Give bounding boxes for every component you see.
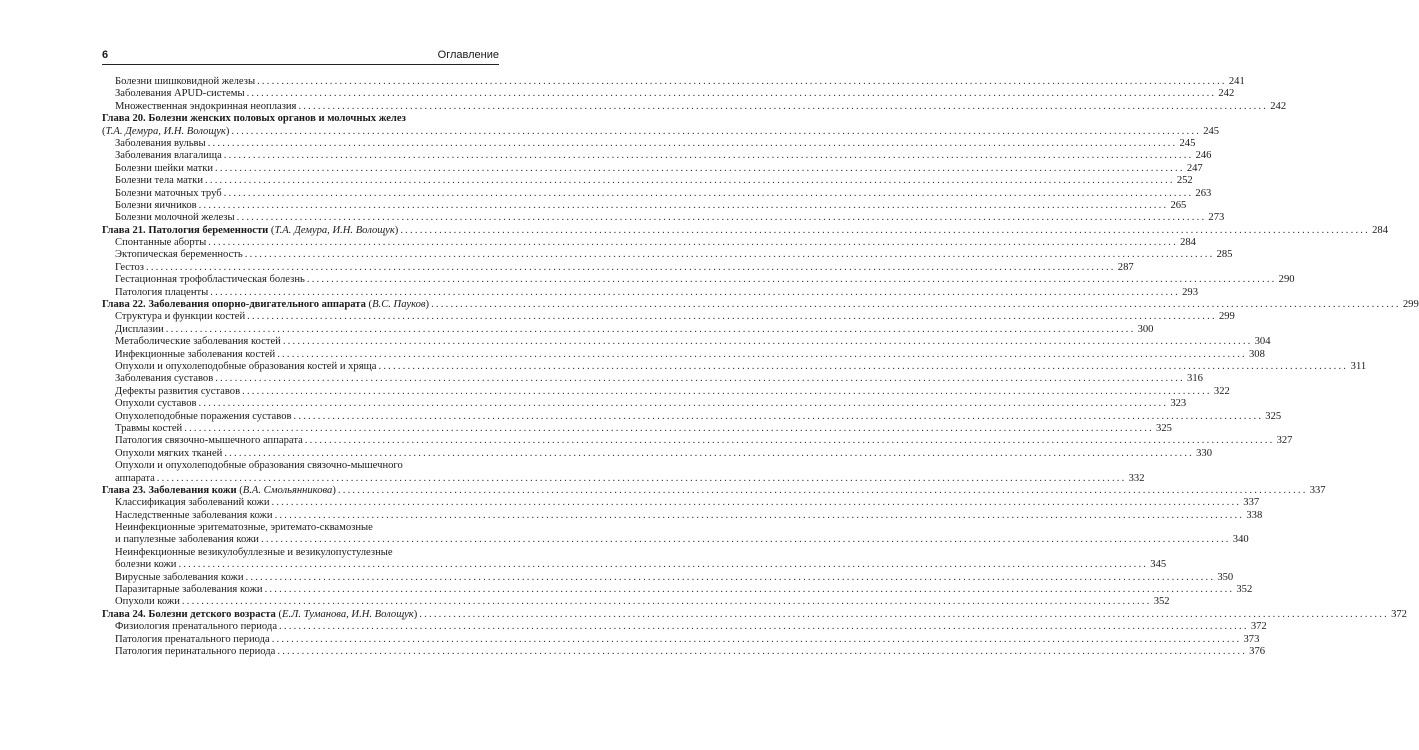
entry-title: Множественная эндокринная неоплазия [115, 100, 297, 112]
dot-leader: ........................................................................................................................................................................................................ [293, 410, 1264, 422]
toc-entry-text [115, 212, 235, 224]
page-ref: 290 [1278, 274, 1295, 286]
page-ref: 330 [1196, 447, 1213, 459]
entry-title: Неинфекционные везикулобуллезные и везикулопустулезные [115, 546, 393, 558]
dot-leader: ........................................................................................................................................................................................................ [223, 187, 1194, 199]
toc-entry [102, 360, 1367, 373]
entry-title: Дисплазии [115, 323, 164, 335]
entry-title: Заболевания вульвы [115, 137, 206, 149]
toc-entry [102, 212, 1225, 224]
entry-title: Травмы костей [115, 422, 183, 434]
entry-title: Болезни молочной железы [115, 212, 235, 224]
authors-open-paren: ( [102, 125, 106, 137]
page-ref: 263 [1195, 187, 1212, 199]
toc-entry-text [115, 311, 245, 323]
toc-entry [102, 460, 499, 472]
toc-entry-text [115, 386, 240, 398]
entry-title: Болезни шейки матки [115, 162, 214, 174]
entry-title: Опухоли и опухолеподобные образования костей и хряща [115, 360, 377, 372]
page-ref: 372 [1391, 608, 1407, 620]
dot-leader: ........................................................................................................................................................................................................ [431, 299, 1401, 311]
toc-entry [102, 199, 1187, 212]
page-ref: 345 [1150, 559, 1167, 571]
entry-title: Метаболические заболевания костей [115, 336, 281, 348]
page-ref: 325 [1156, 422, 1172, 434]
toc-chapter-entry [102, 608, 1407, 621]
entry-title: Болезни шишковидной железы [115, 76, 256, 87]
dot-leader: ........................................................................................................................................................................................................ [145, 261, 1116, 273]
running-title: Оглавление [437, 49, 499, 61]
toc-entry-text [115, 596, 180, 608]
entry-title: Классификация заболеваний кожи [115, 497, 270, 509]
page-ref: 373 [1243, 633, 1260, 645]
toc-entry-text [102, 113, 406, 125]
toc-entry [102, 249, 1233, 261]
toc-entry-text [102, 609, 417, 621]
entry-title: Паразитарные заболевания кожи [115, 584, 263, 596]
toc-entry [102, 88, 1235, 100]
toc-entry-text [115, 249, 243, 261]
toc-entry [102, 472, 1145, 485]
dot-leader: ........................................................................................................................................................................................................ [400, 224, 1370, 236]
chapter-title: Глава 20. Болезни женских половых органов и молочных желез [102, 113, 406, 125]
dot-leader: ........................................................................................................................................................................................................ [242, 385, 1212, 397]
toc-entry-text [115, 163, 213, 175]
toc-entry-text [115, 150, 222, 162]
toc-entry-text [115, 547, 393, 559]
dot-leader: ........................................................................................................................................................................................................ [215, 162, 1185, 174]
dot-leader: ........................................................................................................................................................................................................ [231, 125, 1202, 137]
page-ref: 350 [1217, 571, 1234, 583]
chapter-authors: В.А. Смольянникова [242, 484, 333, 496]
table-of-contents [102, 76, 1419, 658]
toc-entry [102, 187, 1212, 200]
page-ref: 337 [1309, 484, 1326, 496]
chapter-title: Глава 22. Заболевания опорно-двигательного аппарата [102, 299, 366, 311]
dot-leader: ........................................................................................................................................................................................................ [271, 633, 1242, 645]
entry-title: Неинфекционные эритематозные, эритемато-сквамозные [115, 522, 373, 534]
page-ref: 304 [1254, 336, 1271, 348]
toc-entry-text [115, 534, 259, 546]
dot-leader: ........................................................................................................................................................................................................ [419, 608, 1389, 620]
entry-title: аппарата [115, 472, 155, 484]
entry-title: Дефекты развития суставов [115, 385, 241, 397]
toc-entry-text [115, 287, 208, 299]
toc-chapter-entry [102, 125, 1220, 138]
dot-leader: ........................................................................................................................................................................................................ [378, 360, 1349, 372]
dot-leader: ........................................................................................................................................................................................................ [156, 472, 1127, 484]
entry-title: Опухоли суставов [115, 398, 197, 410]
page-ref: 242 [1270, 100, 1287, 112]
page-ref: 332 [1128, 472, 1145, 484]
dot-leader: ........................................................................................................................................................................................................ [210, 286, 1180, 298]
toc-entry-text [115, 411, 292, 423]
dot-leader: ........................................................................................................................................................................................................ [208, 237, 1178, 249]
header-rule [102, 64, 499, 65]
dot-leader: ........................................................................................................................................................................................................ [223, 150, 1194, 162]
chapter-authors: Т.А. Демура, И.Н. Волощук [105, 125, 226, 137]
page-ref: 327 [1276, 435, 1293, 447]
toc-entry-text [115, 572, 244, 584]
page-ref: 316 [1187, 373, 1203, 385]
dot-leader: ........................................................................................................................................................................................................ [282, 336, 1253, 348]
entry-title: Патология пренатального периода [115, 633, 270, 645]
page-ref: 340 [1232, 534, 1249, 546]
authors-open-paren: ( [275, 608, 283, 620]
authors-open-paren: ( [236, 484, 243, 496]
toc-chapter-entry [102, 299, 1419, 311]
page-ref: 265 [1170, 199, 1187, 211]
entry-title: Инфекционные заболевания костей [115, 348, 276, 360]
page-ref: 285 [1216, 249, 1233, 261]
toc-entry-text [115, 435, 303, 447]
toc-entry [102, 596, 1170, 608]
page-ref: 352 [1153, 596, 1170, 608]
toc-entry [102, 100, 1287, 113]
toc-entry-text [115, 621, 277, 633]
page-ref: 299 [1218, 311, 1235, 323]
toc-entry-text [115, 634, 270, 646]
page-ref: 247 [1186, 162, 1203, 174]
entry-title: Вирусные заболевания кожи [115, 571, 244, 583]
toc-entry [102, 348, 1265, 361]
authors-close-paren: ) [425, 299, 430, 311]
entry-title: Заболевания влагалища [115, 150, 222, 162]
dot-leader: ........................................................................................................................................................................................................ [337, 484, 1308, 496]
toc-entry [102, 311, 1235, 323]
chapter-title: Глава 23. Заболевания кожи [102, 484, 237, 496]
toc-entry-text [115, 497, 269, 509]
dot-leader: ........................................................................................................................................................................................................ [245, 571, 1216, 583]
chapter-title: Глава 21. Патология беременности [102, 224, 269, 236]
toc-entry-text [115, 138, 206, 150]
page-number: 6 [102, 49, 109, 61]
toc-entry [102, 162, 1203, 175]
page-ref: 287 [1117, 261, 1134, 273]
toc-entry [102, 323, 1154, 336]
toc-entry-text [115, 510, 273, 522]
dot-leader: ........................................................................................................................................................................................................ [306, 274, 1277, 286]
toc-entry-text [115, 88, 245, 100]
toc-entry-text [115, 101, 296, 113]
toc-entry [102, 410, 1282, 423]
toc-entry [102, 286, 1198, 299]
page-ref: 284 [1372, 224, 1388, 236]
dot-leader: ........................................................................................................................................................................................................ [247, 311, 1217, 323]
entry-title: Наследственные заболевания кожи [115, 509, 273, 521]
entry-title: болезни кожи [115, 559, 177, 571]
page-ref: 325 [1265, 410, 1282, 422]
toc-entry-text [115, 175, 203, 187]
dot-leader: ........................................................................................................................................................................................................ [260, 534, 1231, 546]
toc-entry [102, 137, 1196, 150]
authors-close-paren: ) [394, 224, 399, 236]
page-ref: 245 [1203, 125, 1220, 137]
entry-title: Опухоли кожи [115, 596, 180, 608]
entry-title: Болезни маточных труб [115, 187, 222, 199]
authors-close-paren: ) [332, 484, 336, 496]
toc-entry [102, 175, 1193, 187]
dot-leader: ........................................................................................................................................................................................................ [205, 175, 1175, 187]
page-ref: 338 [1246, 509, 1263, 521]
toc-entry [102, 261, 1134, 274]
page-ref: 246 [1195, 150, 1212, 162]
dot-leader: ........................................................................................................................................................................................................ [304, 435, 1275, 447]
dot-leader: ........................................................................................................................................................................................................ [277, 645, 1248, 657]
toc-entry-text [115, 200, 197, 212]
dot-leader: ........................................................................................................................................................................................................ [277, 348, 1247, 360]
toc-entry-text [115, 646, 275, 658]
chapter-title: Глава 24. Болезни детского возраста [102, 608, 276, 620]
entry-title: Структура и функции костей [115, 311, 246, 323]
dot-leader: ........................................................................................................................................................................................................ [181, 596, 1152, 608]
toc-entry-text [115, 349, 275, 361]
toc-chapter-entry [102, 113, 499, 125]
dot-leader: ........................................................................................................................................................................................................ [264, 584, 1235, 596]
dot-leader: ........................................................................................................................................................................................................ [246, 88, 1217, 100]
page-ref: 352 [1236, 584, 1253, 596]
page-ref: 337 [1243, 497, 1260, 509]
toc-entry [102, 385, 1230, 398]
dot-leader: ........................................................................................................................................................................................................ [198, 199, 1169, 211]
dot-leader: ........................................................................................................................................................................................................ [165, 323, 1136, 335]
chapter-authors: В.С. Пауков [372, 299, 426, 311]
page-ref: 241 [1228, 76, 1245, 87]
toc-entry [102, 274, 1295, 286]
entry-title: Эктопическая беременность [115, 249, 243, 261]
toc-entry [102, 422, 1172, 435]
entry-title: Спонтанные аборты [115, 237, 207, 249]
chapter-authors: Т.А. Демура, И.Н. Волощук [274, 224, 395, 236]
page-ref: 273 [1208, 212, 1225, 224]
entry-title: и папулезные заболевания кожи [115, 534, 259, 546]
toc-entry [102, 534, 1249, 546]
toc-entry [102, 150, 1212, 162]
dot-leader: ........................................................................................................................................................................................................ [274, 509, 1245, 521]
toc-entry-text [115, 448, 222, 460]
entry-title: Заболевания суставов [115, 373, 214, 385]
page-ref: 293 [1182, 286, 1198, 298]
entry-title: Опухолеподобные поражения суставов [115, 410, 292, 422]
dot-leader: ........................................................................................................................................................................................................ [207, 137, 1178, 149]
page-ref: 308 [1249, 348, 1265, 360]
toc-entry [102, 237, 1196, 249]
toc-entry [102, 633, 1260, 646]
entry-title: Физиология пренатального периода [115, 621, 278, 633]
entry-title: Гестационная трофобластическая болезнь [115, 274, 305, 286]
page-ref: 372 [1250, 621, 1267, 633]
toc-entry [102, 509, 1263, 522]
toc-entry [102, 336, 1271, 348]
toc-entry-text [115, 559, 176, 571]
toc-entry [102, 522, 499, 534]
toc-entry [102, 584, 1253, 596]
page-header [102, 49, 499, 65]
entry-title: Заболевания APUD-системы [115, 88, 245, 100]
toc-entry-text [115, 76, 255, 88]
authors-close-paren: ) [413, 608, 418, 620]
entry-title: Болезни яичников [115, 199, 197, 211]
dot-leader: ........................................................................................................................................................................................................ [178, 559, 1149, 571]
toc-entry-text [115, 188, 222, 200]
entry-title: Патология плаценты [115, 286, 209, 298]
toc-entry [102, 373, 1203, 385]
dot-leader: ........................................................................................................................................................................................................ [257, 76, 1227, 87]
dot-leader: ........................................................................................................................................................................................................ [184, 422, 1154, 434]
toc-entry-text [102, 299, 429, 311]
dot-leader: ........................................................................................................................................................................................................ [298, 100, 1269, 112]
toc-entry-text [102, 485, 336, 497]
toc-entry-text [115, 324, 164, 336]
toc-entry-text [115, 522, 373, 534]
entry-title: Патология связочно-мышечного аппарата [115, 435, 303, 447]
dot-leader: ........................................................................................................................................................................................................ [236, 212, 1207, 224]
toc-entry-text [115, 584, 263, 596]
toc-entry [102, 645, 1266, 658]
page-ref: 284 [1180, 237, 1196, 249]
authors-open-paren: ( [268, 224, 275, 236]
page-ref: 311 [1350, 360, 1367, 372]
dot-leader: ........................................................................................................................................................................................................ [244, 249, 1215, 261]
dot-leader: ........................................................................................................................................................................................................ [215, 373, 1185, 385]
entry-title: Патология перинатального периода [115, 645, 276, 657]
toc-entry-text [115, 262, 144, 274]
page-ref: 245 [1179, 137, 1196, 149]
page-ref: 299 [1402, 299, 1419, 311]
toc-entry [102, 447, 1213, 460]
toc-entry-text [102, 225, 398, 237]
toc-entry-text [115, 361, 376, 373]
toc-entry-text [115, 336, 281, 348]
authors-close-paren: ) [225, 125, 230, 137]
toc-entry-text [115, 274, 305, 286]
toc-entry-text [115, 423, 182, 435]
toc-entry-text [115, 373, 213, 385]
toc-entry [102, 559, 1167, 571]
toc-chapter-entry [102, 224, 1388, 237]
toc-entry [102, 547, 499, 559]
page-ref: 242 [1218, 88, 1235, 100]
toc-entry-text [102, 126, 229, 138]
toc-entry [102, 497, 1260, 509]
entry-title: Болезни тела матки [115, 175, 204, 187]
toc-entry-text [115, 398, 197, 410]
toc-entry-text [115, 473, 155, 485]
toc-entry [102, 621, 1267, 633]
page-ref: 252 [1176, 175, 1193, 187]
page-ref: 300 [1137, 323, 1154, 335]
dot-leader: ........................................................................................................................................................................................................ [279, 621, 1249, 633]
dot-leader: ........................................................................................................................................................................................................ [198, 398, 1169, 410]
toc-entry [102, 571, 1234, 584]
toc-entry [102, 76, 1245, 88]
toc-entry [102, 398, 1187, 410]
toc-entry-text [115, 460, 403, 472]
toc-entry-text [115, 237, 206, 249]
toc-entry [102, 435, 1293, 447]
entry-title: Опухоли и опухолеподобные образования связочно-мышечного [115, 460, 403, 472]
entry-title: Гестоз [115, 261, 144, 273]
page-ref: 322 [1213, 385, 1230, 397]
toc-chapter-entry [102, 484, 1326, 497]
dot-leader: ........................................................................................................................................................................................................ [224, 447, 1195, 459]
dot-leader: ........................................................................................................................................................................................................ [271, 497, 1242, 509]
page-ref: 376 [1249, 645, 1266, 657]
entry-title: Опухоли мягких тканей [115, 447, 223, 459]
chapter-authors: Е.Л. Туманова, И.Н. Волощук [282, 608, 414, 620]
page-ref: 323 [1170, 398, 1187, 410]
authors-open-paren: ( [365, 299, 373, 311]
